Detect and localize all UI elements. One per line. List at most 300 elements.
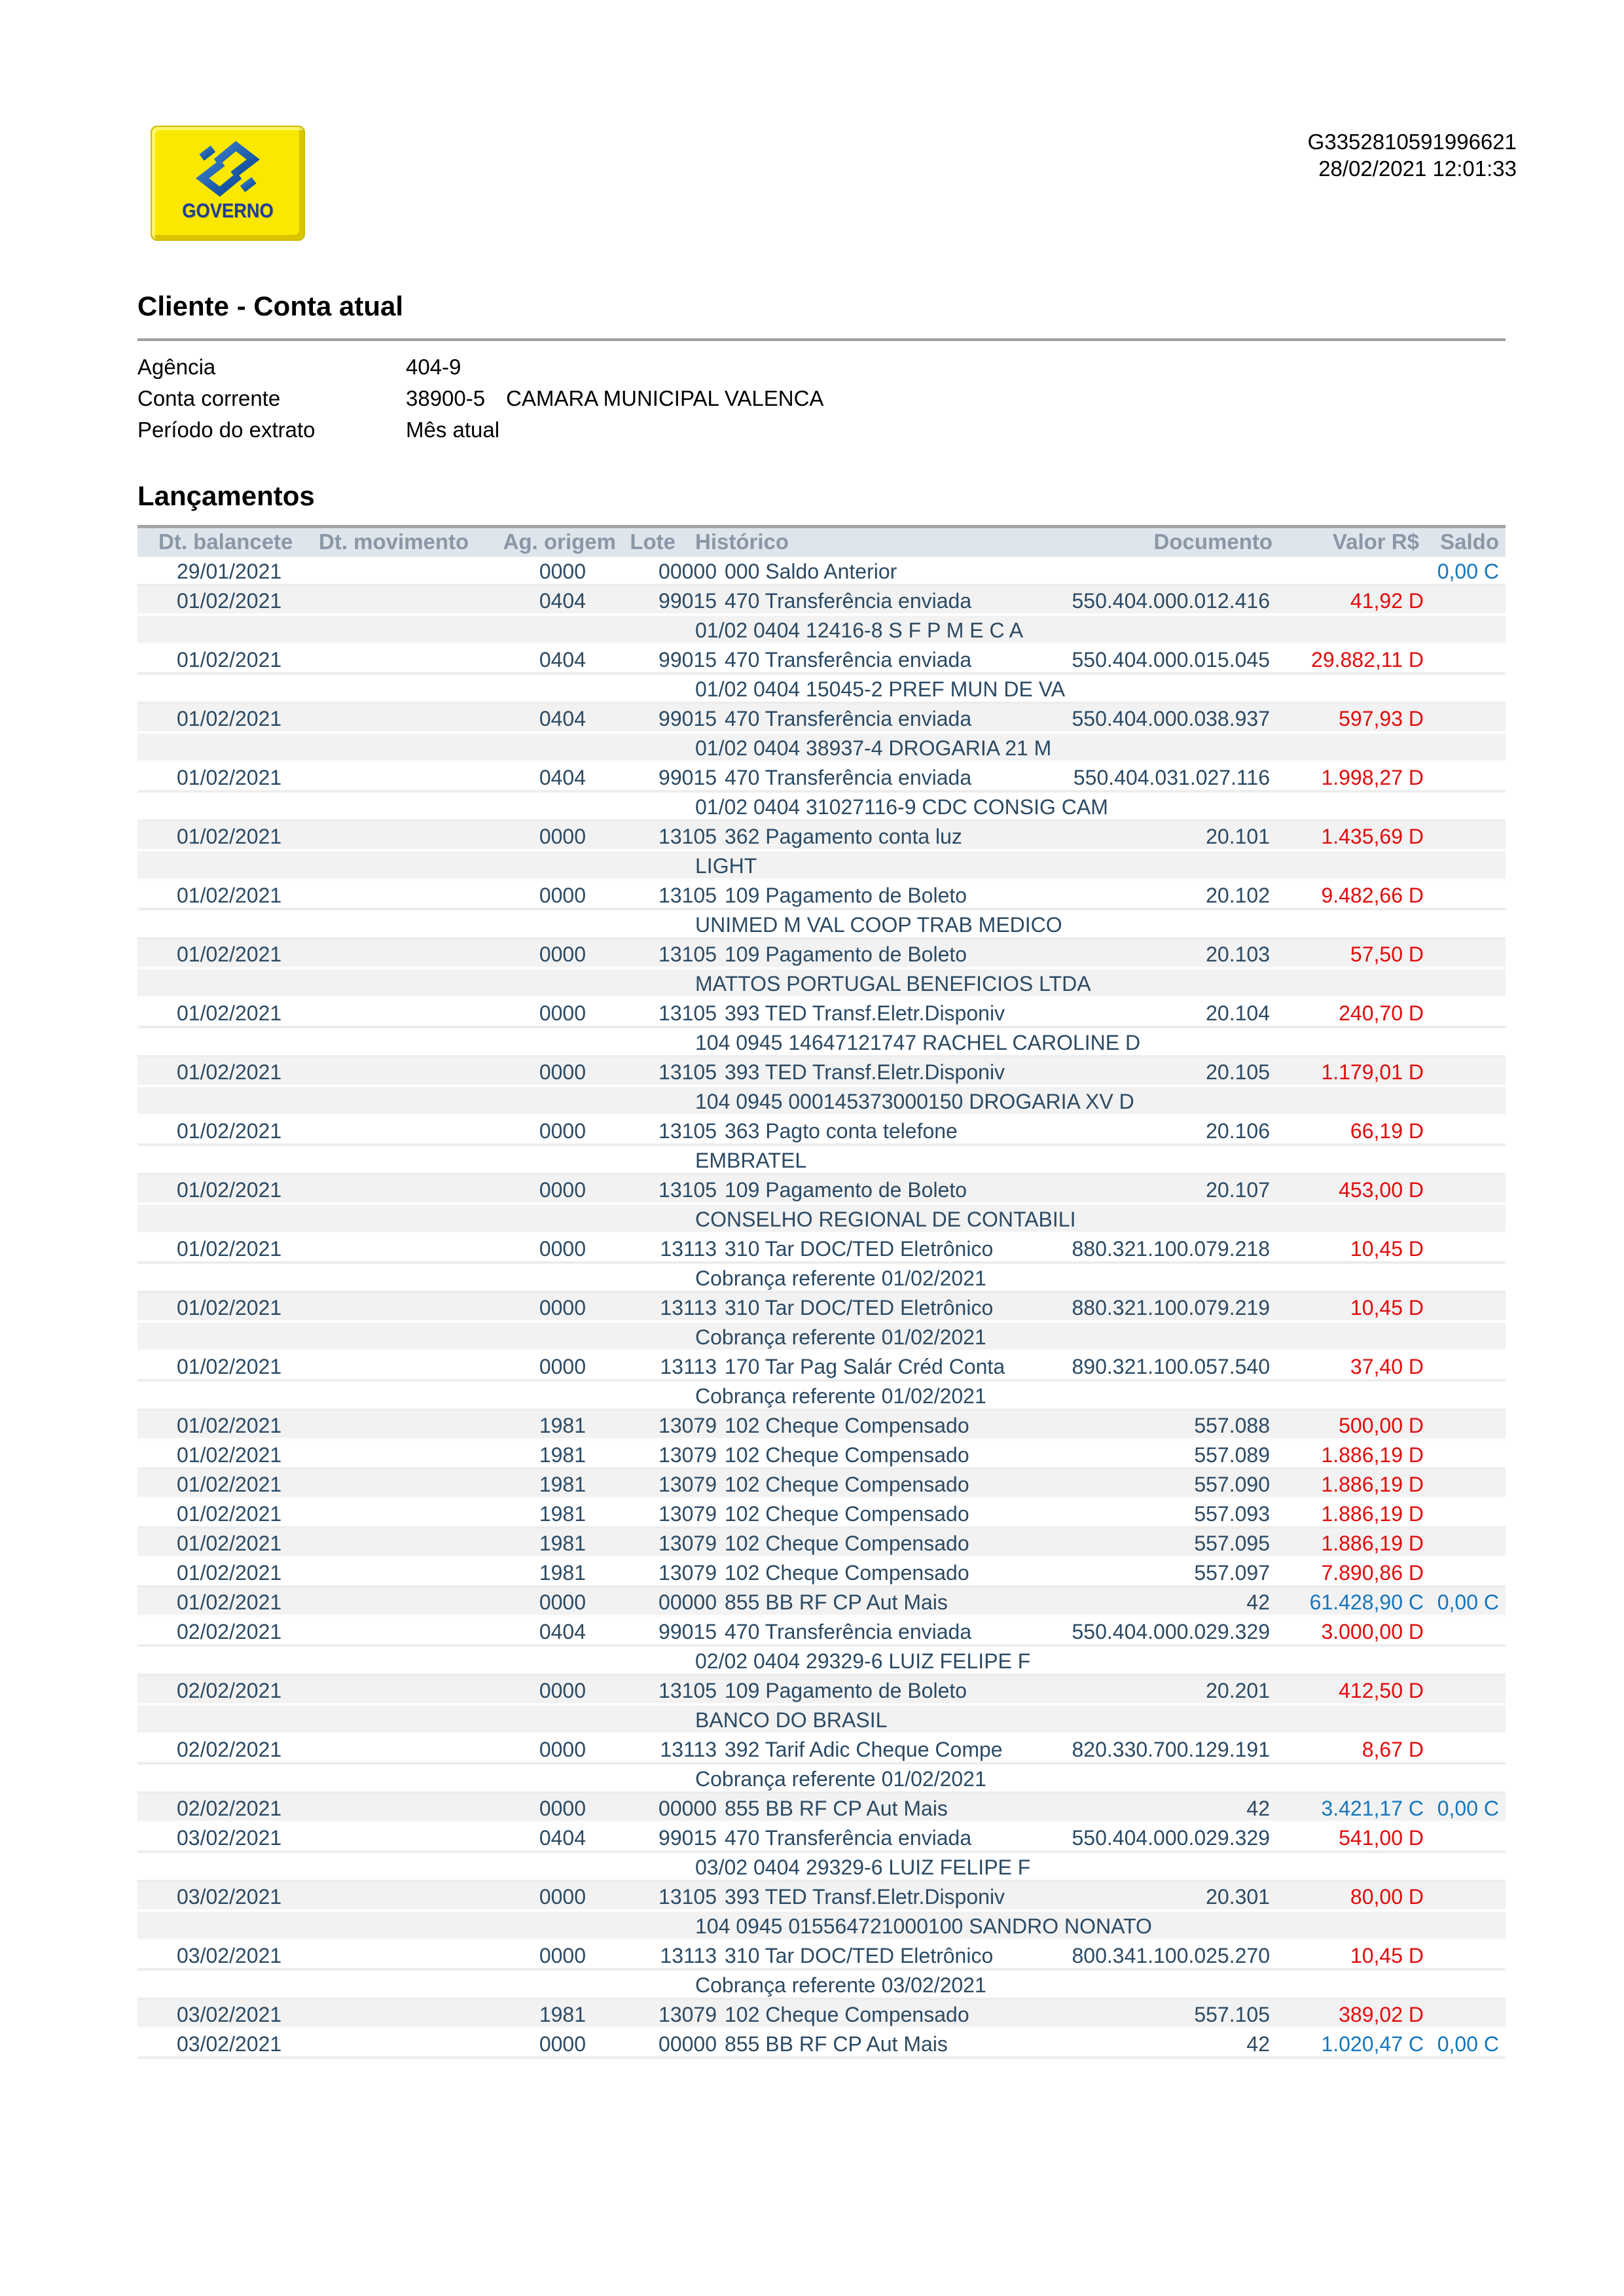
cell-dt-balancete: 01/02/2021 [177,766,282,789]
cell-historico: 392 Tarif Adic Cheque Compe [725,1738,1003,1761]
cell-lote: 13105 [659,942,717,966]
cell-historico: 470 Transferência enviada [725,1826,972,1850]
cell-dt-movimento [301,1175,452,1202]
cell-dt-movimento [301,645,452,672]
cell-documento: 20.107 [1206,1178,1270,1202]
cell-saldo [1424,1499,1506,1526]
cell-dt-movimento [301,1676,452,1703]
cell-ag-origem: 0000 [539,560,586,583]
cell-valor: 541,00 D [1339,1826,1424,1850]
cell-dt-movimento [301,1058,452,1085]
transaction-line [137,645,1506,675]
cell-historico: 102 Cheque Compensado [725,1502,969,1526]
detail-text: 01/02 0404 31027116-9 CDC CONSIG CAM [695,795,1108,819]
transactions-title: Lançamentos [137,480,315,511]
cell-lote: 13113 [660,1738,717,1761]
client-field-label: Período do extrato [137,418,316,442]
detail-text: UNIMED M VAL COOP TRAB MEDICO [695,913,1062,937]
cell-saldo [1424,1558,1506,1585]
transaction-detail-line [137,1853,1506,1882]
cell-dt-movimento [301,1794,452,1821]
cell-dt-balancete: 01/02/2021 [177,1119,282,1143]
cell-historico: 855 BB RF CP Aut Mais [725,2032,948,2056]
cell-dt-balancete: 01/02/2021 [177,942,282,966]
cell-dt-balancete: 01/02/2021 [177,1296,282,1319]
cell-documento: 20.106 [1206,1119,1270,1143]
bb-governo-logo [151,126,305,241]
cell-valor: 1.886,19 D [1321,1473,1424,1496]
cell-dt-balancete: 29/01/2021 [177,560,282,583]
cell-saldo [1424,1617,1506,1644]
cell-dt-balancete: 02/02/2021 [177,1620,282,1643]
cell-saldo [1424,1411,1506,1438]
cell-dt-movimento [301,704,452,731]
cell-saldo [1424,1882,1506,1909]
cell-lote: 00000 [659,560,717,583]
cell-historico: 102 Cheque Compensado [725,1443,969,1467]
transaction-detail-line [137,675,1506,704]
transaction-line [137,1558,1506,1588]
cell-dt-movimento [301,1529,452,1556]
column-header-1: Dt. balancete [158,529,293,554]
cell-dt-movimento [301,1441,452,1467]
cell-dt-balancete: 01/02/2021 [177,1001,282,1025]
cell-ag-origem: 1981 [539,1473,586,1496]
cell-valor: 10,45 D [1350,1237,1424,1261]
cell-lote: 99015 [659,648,717,672]
cell-documento: 20.103 [1206,942,1270,966]
cell-documento: 42 [1246,1590,1270,1614]
detail-text: MATTOS PORTUGAL BENEFICIOS LTDA [695,972,1091,996]
cell-dt-movimento [301,940,452,967]
cell-historico: 000 Saldo Anterior [725,560,897,583]
cell-valor: 1.435,69 D [1321,825,1424,848]
detail-text: 01/02 0404 12416-8 S F P M E C A [695,619,1024,642]
cell-lote: 00000 [659,1590,717,1614]
cell-valor: 7.890,86 D [1321,1561,1424,1585]
cell-lote: 99015 [659,766,717,789]
cell-dt-movimento [301,1293,452,1320]
detail-text: Cobrança referente 03/02/2021 [695,1973,986,1997]
cell-ag-origem: 1981 [539,1502,586,1526]
cell-lote: 13105 [659,1119,717,1143]
cell-valor: 1.179,01 D [1321,1060,1424,1084]
transaction-detail-line [137,1971,1506,2000]
transaction-detail-line [137,1264,1506,1293]
column-header-4: Lote [630,529,676,554]
cell-dt-movimento [301,1234,452,1261]
transaction-line [137,1823,1506,1853]
cell-ag-origem: 0404 [539,1826,586,1850]
client-field-label: Conta corrente [137,386,281,410]
cell-lote: 13113 [660,1237,717,1261]
cell-historico: 393 TED Transf.Eletr.Disponiv [725,1885,1005,1909]
cell-dt-movimento [301,1558,452,1585]
cell-saldo [1424,1441,1506,1467]
detail-text: 104 0945 14647121747 RACHEL CAROLINE D [695,1031,1141,1054]
transaction-detail-line [137,616,1506,645]
client-field-value: Mês atual [406,418,500,442]
cell-dt-balancete: 01/02/2021 [177,884,282,907]
cell-historico: 102 Cheque Compensado [725,1532,969,1555]
cell-dt-movimento [301,1882,452,1909]
cell-saldo [1424,1117,1506,1143]
transaction-line [137,704,1506,734]
cell-valor: 8,67 D [1362,1738,1424,1761]
detail-text: 104 0945 000145373000150 DROGARIA XV D [695,1090,1134,1113]
generated-timestamp: 28/02/2021 12:01:33 [1318,156,1517,181]
cell-dt-movimento [301,1735,452,1762]
transaction-detail-line [137,734,1506,763]
cell-lote: 13105 [659,1060,717,1084]
cell-lote: 13079 [659,1502,717,1526]
cell-documento: 557.097 [1194,1561,1270,1585]
cell-dt-balancete: 03/02/2021 [177,1944,282,1967]
transaction-line [137,1175,1506,1205]
cell-historico: 470 Transferência enviada [725,1620,972,1643]
cell-valor: 500,00 D [1339,1414,1424,1437]
cell-documento: 20.104 [1206,1001,1270,1025]
transaction-detail-line [137,969,1506,999]
cell-dt-movimento [301,1411,452,1438]
cell-documento: 557.090 [1194,1473,1270,1496]
client-field-extra: CAMARA MUNICIPAL VALENCA [506,386,824,410]
cell-ag-origem: 0404 [539,648,586,672]
transaction-line [137,1499,1506,1529]
cell-ag-origem: 0000 [539,1885,586,1909]
cell-lote: 99015 [659,1826,717,1850]
cell-lote: 13105 [659,1001,717,1025]
cell-dt-movimento [301,1617,452,1644]
cell-documento: 550.404.000.015.045 [1072,648,1270,672]
transaction-detail-line [137,1647,1506,1676]
table-body [137,557,1506,2059]
cell-saldo [1424,940,1506,967]
cell-ag-origem: 0000 [539,942,586,966]
cell-lote: 13079 [659,1473,717,1496]
transaction-detail-line [137,910,1506,940]
cell-lote: 13105 [659,1679,717,1702]
cell-valor: 61.428,90 C [1309,1590,1424,1614]
transaction-line [137,1529,1506,1558]
cell-saldo [1424,645,1506,672]
cell-valor: 1.020,47 C [1321,2032,1424,2056]
cell-valor: 3.421,17 C [1321,1797,1424,1820]
cell-documento: 880.321.100.079.218 [1072,1237,1270,1261]
cell-valor: 1.998,27 D [1321,766,1424,789]
transaction-line [137,1411,1506,1441]
cell-lote: 00000 [659,1797,717,1820]
cell-saldo [1424,1529,1506,1556]
detail-text: CONSELHO REGIONAL DE CONTABILI [695,1208,1076,1231]
cell-valor: 240,70 D [1339,1001,1424,1025]
transaction-detail-line [137,1765,1506,1794]
column-header-7: Valor R$ [1332,529,1419,554]
transaction-detail-line [137,1205,1506,1234]
transaction-line [137,1117,1506,1146]
cell-valor [1270,557,1424,584]
cell-dt-balancete: 01/02/2021 [177,1355,282,1378]
client-field-value: 38900-5 [406,386,486,410]
cell-lote: 13113 [660,1355,717,1378]
transaction-line [137,881,1506,910]
section-divider [137,338,1506,341]
cell-documento: 820.330.700.129.191 [1072,1738,1270,1761]
cell-documento: 550.404.031.027.116 [1073,766,1270,789]
cell-saldo: 0,00 C [1437,1797,1499,1820]
cell-ag-origem: 0000 [539,884,586,907]
client-field-row [137,383,1506,414]
detail-text: Cobrança referente 01/02/2021 [695,1384,986,1408]
cell-saldo [1424,1234,1506,1261]
cell-historico: 393 TED Transf.Eletr.Disponiv [725,1001,1005,1025]
cell-saldo [1424,2000,1506,2027]
cell-saldo [1424,1735,1506,1762]
cell-lote: 13113 [660,1296,717,1319]
cell-ag-origem: 0000 [539,1001,586,1025]
cell-valor: 1.886,19 D [1321,1532,1424,1555]
transaction-line [137,1794,1506,1823]
cell-documento: 800.341.100.025.270 [1072,1944,1270,1967]
cell-dt-movimento [301,2000,452,2027]
cell-ag-origem: 1981 [539,2003,586,2026]
cell-lote: 13079 [659,2003,717,2026]
detail-text: Cobrança referente 01/02/2021 [695,1325,986,1349]
cell-dt-balancete: 03/02/2021 [177,1885,282,1909]
cell-ag-origem: 1981 [539,1414,586,1437]
detail-text: Cobrança referente 01/02/2021 [695,1767,986,1791]
transactions-table [137,525,1506,2059]
cell-saldo [1424,822,1506,849]
transaction-line [137,1588,1506,1617]
detail-text: Cobrança referente 01/02/2021 [695,1266,986,1290]
cell-dt-movimento [301,763,452,790]
detail-text: EMBRATEL [695,1149,807,1172]
detail-text: 02/02 0404 29329-6 LUIZ FELIPE F [695,1649,1031,1673]
cell-lote: 13105 [659,1885,717,1909]
cell-lote: 99015 [659,1620,717,1643]
cell-valor: 1.886,19 D [1321,1502,1424,1526]
cell-dt-balancete: 02/02/2021 [177,1679,282,1702]
cell-valor: 597,93 D [1339,707,1424,730]
column-header-2: Dt. movimento [319,529,469,554]
cell-dt-movimento [301,2030,452,2056]
transaction-line [137,1058,1506,1087]
cell-saldo [1424,999,1506,1026]
cell-valor: 1.886,19 D [1321,1443,1424,1467]
cell-historico: 470 Transferência enviada [725,766,972,789]
cell-lote: 13079 [659,1532,717,1555]
cell-ag-origem: 0000 [539,1060,586,1084]
cell-valor: 9.482,66 D [1321,884,1424,907]
cell-dt-movimento [301,1588,452,1615]
cell-lote: 13105 [659,884,717,907]
cell-dt-balancete: 01/02/2021 [177,1532,282,1555]
cell-lote: 13113 [660,1944,717,1967]
cell-dt-balancete: 03/02/2021 [177,2032,282,2056]
cell-ag-origem: 0404 [539,1620,586,1643]
detail-text: 03/02 0404 29329-6 LUIZ FELIPE F [695,1856,1031,1879]
cell-saldo: 0,00 C [1437,560,1499,583]
detail-text: 01/02 0404 15045-2 PREF MUN DE VA [695,677,1066,701]
column-header-8: Saldo [1440,529,1499,554]
cell-historico: 470 Transferência enviada [725,648,972,672]
cell-lote: 13079 [659,1414,717,1437]
cell-ag-origem: 0000 [539,1178,586,1202]
cell-saldo: 0,00 C [1437,2032,1499,2056]
cell-historico: 109 Pagamento de Boleto [725,884,967,907]
cell-saldo [1424,1941,1506,1968]
column-header-6: Documento [1153,529,1272,554]
cell-saldo [1424,1823,1506,1850]
cell-dt-balancete: 01/02/2021 [177,825,282,848]
cell-saldo [1424,881,1506,908]
client-field-label: Agência [137,355,216,379]
cell-valor: 389,02 D [1339,2003,1424,2026]
cell-documento: 20.102 [1206,884,1270,907]
cell-documento: 557.095 [1194,1532,1270,1555]
cell-saldo [1424,1175,1506,1202]
cell-dt-balancete: 01/02/2021 [177,1414,282,1437]
cell-ag-origem: 0000 [539,1944,586,1967]
cell-ag-origem: 0000 [539,1237,586,1261]
cell-ag-origem: 1981 [539,1561,586,1585]
cell-historico: 310 Tar DOC/TED Eletrônico [725,1296,994,1319]
transaction-detail-line [137,852,1506,881]
cell-documento: 557.088 [1194,1414,1270,1437]
cell-dt-movimento [301,881,452,908]
transaction-detail-line [137,1706,1506,1735]
cell-dt-balancete: 01/02/2021 [177,1443,282,1467]
cell-dt-balancete: 01/02/2021 [177,1502,282,1526]
cell-lote: 13105 [659,825,717,848]
cell-historico: 109 Pagamento de Boleto [725,1679,967,1702]
document-meta [1308,128,1517,182]
cell-saldo [1424,1058,1506,1085]
cell-historico: 170 Tar Pag Salár Créd Conta [725,1355,1005,1378]
cell-valor: 10,45 D [1350,1296,1424,1319]
cell-documento: 890.321.100.057.540 [1072,1355,1270,1378]
cell-ag-origem: 0000 [539,1797,586,1820]
logo-governo-label: GOVERNO [182,199,274,222]
bb-symbol-icon [194,140,262,198]
cell-dt-balancete: 01/02/2021 [177,1237,282,1261]
cell-historico: 109 Pagamento de Boleto [725,1178,967,1202]
cell-lote: 00000 [659,2032,717,2056]
transaction-line [137,1735,1506,1765]
cell-dt-movimento [301,1499,452,1526]
cell-valor: 57,50 D [1350,942,1424,966]
cell-documento: 550.404.000.038.937 [1072,707,1270,730]
detail-text: 104 0945 015564721000100 SANDRO NONATO [695,1914,1152,1938]
cell-ag-origem: 0000 [539,1296,586,1319]
cell-valor: 41,92 D [1350,589,1424,613]
cell-dt-balancete: 01/02/2021 [177,1473,282,1496]
cell-historico: 310 Tar DOC/TED Eletrônico [725,1944,994,1967]
cell-dt-movimento [301,557,452,584]
cell-historico: 393 TED Transf.Eletr.Disponiv [725,1060,1005,1084]
cell-documento: 550.404.000.029.329 [1072,1826,1270,1850]
cell-historico: 109 Pagamento de Boleto [725,942,967,966]
cell-ag-origem: 0000 [539,1738,586,1761]
cell-valor: 66,19 D [1350,1119,1424,1143]
cell-valor: 29.882,11 D [1311,648,1424,672]
cell-dt-balancete: 01/02/2021 [177,1178,282,1202]
transaction-line [137,586,1506,616]
cell-dt-movimento [301,1470,452,1497]
transaction-line [137,999,1506,1028]
cell-documento: 20.105 [1206,1060,1270,1084]
transaction-line [137,1882,1506,1912]
cell-documento: 880.321.100.079.219 [1072,1296,1270,1319]
transaction-line [137,1617,1506,1647]
transaction-line [137,763,1506,793]
cell-historico: 855 BB RF CP Aut Mais [725,1590,948,1614]
cell-saldo [1424,1470,1506,1497]
cell-dt-movimento [301,999,452,1026]
cell-dt-balancete: 01/02/2021 [177,589,282,613]
cell-valor: 453,00 D [1339,1178,1424,1202]
transaction-line [137,1941,1506,1971]
cell-documento: 557.105 [1194,2003,1270,2026]
cell-dt-balancete: 02/02/2021 [177,1738,282,1761]
cell-historico: 362 Pagamento conta luz [725,825,962,848]
transaction-detail-line [137,1323,1506,1352]
transaction-line [137,1293,1506,1323]
cell-dt-movimento [301,1117,452,1143]
cell-lote: 13079 [659,1561,717,1585]
cell-dt-balancete: 03/02/2021 [177,1826,282,1850]
cell-dt-balancete: 01/02/2021 [177,1590,282,1614]
cell-historico: 102 Cheque Compensado [725,2003,969,2026]
cell-dt-movimento [301,822,452,849]
client-field-row [137,414,1506,446]
cell-ag-origem: 0000 [539,1590,586,1614]
cell-valor: 10,45 D [1350,1944,1424,1967]
cell-dt-balancete: 03/02/2021 [177,2003,282,2026]
cell-dt-balancete: 01/02/2021 [177,1561,282,1585]
cell-documento [962,557,1270,584]
cell-documento: 42 [1246,1797,1270,1820]
transaction-line [137,940,1506,969]
cell-ag-origem: 0000 [539,1679,586,1702]
transaction-line [137,822,1506,852]
cell-ag-origem: 0404 [539,707,586,730]
cell-valor: 80,00 D [1350,1885,1424,1909]
cell-saldo [1424,1676,1506,1703]
transaction-line [137,1441,1506,1470]
cell-documento: 20.101 [1206,825,1270,848]
client-section-title: Cliente - Conta atual [137,291,404,321]
client-fields [137,351,1506,446]
cell-historico: 102 Cheque Compensado [725,1473,969,1496]
cell-historico: 470 Transferência enviada [725,707,972,730]
table-header-row [137,525,1506,557]
cell-documento: 557.093 [1194,1502,1270,1526]
transaction-line [137,1470,1506,1499]
client-field-row [137,351,1506,383]
cell-ag-origem: 1981 [539,1532,586,1555]
cell-saldo [1424,1352,1506,1379]
cell-dt-balancete: 01/02/2021 [177,1060,282,1084]
cell-saldo [1424,704,1506,731]
cell-dt-balancete: 02/02/2021 [177,1797,282,1820]
transaction-line [137,2030,1506,2059]
cell-documento: 550.404.000.012.416 [1072,589,1270,613]
cell-lote: 99015 [659,707,717,730]
cell-ag-origem: 0404 [539,766,586,789]
cell-documento: 550.404.000.029.329 [1072,1620,1270,1643]
